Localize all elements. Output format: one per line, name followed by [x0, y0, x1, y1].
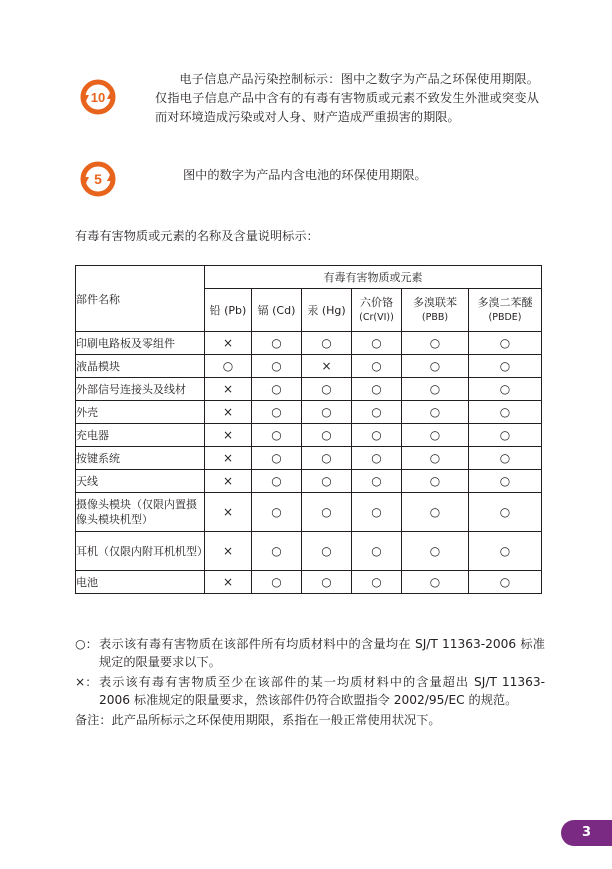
substance-mark-cell: ○ [469, 424, 542, 447]
substance-mark-cell: × [205, 447, 252, 470]
substance-mark-cell: ○ [302, 424, 352, 447]
substance-mark-cell: ○ [352, 532, 402, 571]
substance-mark-cell: ○ [402, 424, 469, 447]
part-name-header: 部件名称 [76, 266, 205, 332]
substance-mark-cell: × [205, 424, 252, 447]
epup-5-year-icon [78, 159, 118, 199]
notes [75, 636, 545, 733]
note-remark [75, 712, 545, 730]
substance-mark-cell: ○ [302, 401, 352, 424]
substance-mark-cell: ○ [252, 332, 302, 355]
substance-mark-cell: × [205, 493, 252, 532]
substance-mark-cell: ○ [469, 401, 542, 424]
table-row [76, 493, 542, 532]
hazardous-substances-table [75, 265, 542, 594]
substance-mark-cell: ○ [402, 470, 469, 493]
circle-symbol: ○： [75, 637, 98, 651]
substance-mark-cell: ○ [302, 493, 352, 532]
substance-mark-cell: ○ [252, 571, 302, 594]
table-row [76, 447, 542, 470]
part-name-cell: 摄像头模块（仅限内置摄像头模块机型） [76, 493, 205, 532]
substance-mark-cell: ○ [469, 532, 542, 571]
substance-header: 六价铬 (Cr(VI)) [352, 289, 402, 332]
part-name-cell: 外部信号连接头及线材 [76, 378, 205, 401]
table-row [76, 571, 542, 594]
substance-mark-cell: ○ [352, 378, 402, 401]
substance-mark-cell: ○ [252, 447, 302, 470]
table-row [76, 470, 542, 493]
table-row [76, 332, 542, 355]
substances-group-header: 有毒有害物质或元素 [205, 266, 542, 289]
part-name-cell: 按键系统 [76, 447, 205, 470]
substance-mark-cell: ○ [352, 447, 402, 470]
substance-mark-cell: ○ [252, 424, 302, 447]
epup-10-year-icon [78, 77, 118, 117]
substance-mark-cell: ○ [402, 447, 469, 470]
cross-symbol: ×： [75, 675, 98, 689]
substance-mark-cell: ○ [252, 532, 302, 571]
substance-header: 多溴联苯 (PBB) [402, 289, 469, 332]
part-name-cell: 外壳 [76, 401, 205, 424]
part-name-cell: 液晶模块 [76, 355, 205, 378]
substance-mark-cell: ○ [402, 378, 469, 401]
substance-header: 多溴二苯醚 (PBDE) [469, 289, 542, 332]
substance-mark-cell: ○ [402, 401, 469, 424]
substance-mark-cell: ○ [352, 424, 402, 447]
substance-mark-cell: ○ [469, 470, 542, 493]
substance-mark-cell: × [205, 332, 252, 355]
substance-header: 汞 (Hg) [302, 289, 352, 332]
part-name-cell: 耳机（仅限内附耳机机型） [76, 532, 205, 571]
substance-mark-cell: ○ [205, 355, 252, 378]
epup-10-statement: 电子信息产品污染控制标示：图中之数字为产品之环保使用期限。仅指电子信息产品中含有的有毒有害物质或元素不致发生外泄或突变从而对环境造成污染或对人身、财产造成严重损害的期限。 [155, 72, 539, 124]
substance-header: 镉 (Cd) [252, 289, 302, 332]
substance-mark-cell: ○ [469, 571, 542, 594]
substance-mark-cell: × [205, 378, 252, 401]
page-number: 3 [561, 820, 612, 846]
substance-mark-cell: ○ [252, 493, 302, 532]
substance-mark-cell: × [302, 355, 352, 378]
note-remark-text: 备注：此产品所标示之环保使用期限，系指在一般正常使用状况下。 [75, 713, 441, 727]
substance-mark-cell: ○ [402, 532, 469, 571]
substance-mark-cell: ○ [302, 332, 352, 355]
substance-mark-cell: ○ [252, 378, 302, 401]
substance-mark-cell: ○ [469, 332, 542, 355]
substance-mark-cell: ○ [469, 378, 542, 401]
epup-10-year-number: 10 [90, 90, 106, 105]
part-name-cell: 充电器 [76, 424, 205, 447]
table-row [76, 401, 542, 424]
table-row [76, 378, 542, 401]
epup-5-year-number: 5 [94, 171, 102, 187]
substance-mark-cell: ○ [302, 378, 352, 401]
note-circle-text: 表示该有毒有害物质在该部件所有均质材料中的含量均在 SJ/T 11363-2006 标准规定的限量要求以下。 [99, 637, 545, 669]
substance-mark-cell: ○ [402, 332, 469, 355]
table-row [76, 424, 542, 447]
epup-5-statement: 图中的数字为产品内含电池的环保使用期限。 [183, 168, 427, 182]
substance-mark-cell: ○ [302, 447, 352, 470]
note-cross [75, 674, 545, 709]
table-intro: 有毒有害物质或元素的名称及含量说明标示： [75, 229, 319, 243]
substance-mark-cell: ○ [302, 571, 352, 594]
substance-mark-cell: ○ [252, 470, 302, 493]
substance-mark-cell: ○ [252, 401, 302, 424]
substance-mark-cell: ○ [469, 493, 542, 532]
table-row [76, 355, 542, 378]
substance-mark-cell: ○ [469, 355, 542, 378]
substance-mark-cell: ○ [302, 470, 352, 493]
substance-mark-cell: × [205, 401, 252, 424]
substance-mark-cell: ○ [352, 571, 402, 594]
substance-mark-cell: ○ [352, 470, 402, 493]
table-row [76, 532, 542, 571]
substance-mark-cell: ○ [302, 532, 352, 571]
substance-mark-cell: ○ [352, 355, 402, 378]
substance-header: 铅 (Pb) [205, 289, 252, 332]
substance-mark-cell: ○ [402, 355, 469, 378]
substance-mark-cell: × [205, 571, 252, 594]
substance-mark-cell: ○ [352, 493, 402, 532]
substance-mark-cell: × [205, 470, 252, 493]
substance-mark-cell: ○ [469, 447, 542, 470]
substance-mark-cell: × [205, 532, 252, 571]
substance-mark-cell: ○ [252, 355, 302, 378]
part-name-cell: 天线 [76, 470, 205, 493]
substance-mark-cell: ○ [402, 571, 469, 594]
note-circle [75, 636, 545, 671]
part-name-cell: 印刷电路板及零组件 [76, 332, 205, 355]
substance-mark-cell: ○ [352, 401, 402, 424]
note-cross-text: 表示该有毒有害物质至少在该部件的某一均质材料中的含量超出 SJ/T 11363-2006 标准规定的限量要求，然该部件仍符合欧盟指令 2002/95/EC 的规范。 [99, 675, 545, 707]
part-name-cell: 电池 [76, 571, 205, 594]
substance-mark-cell: ○ [352, 332, 402, 355]
substance-mark-cell: ○ [402, 493, 469, 532]
